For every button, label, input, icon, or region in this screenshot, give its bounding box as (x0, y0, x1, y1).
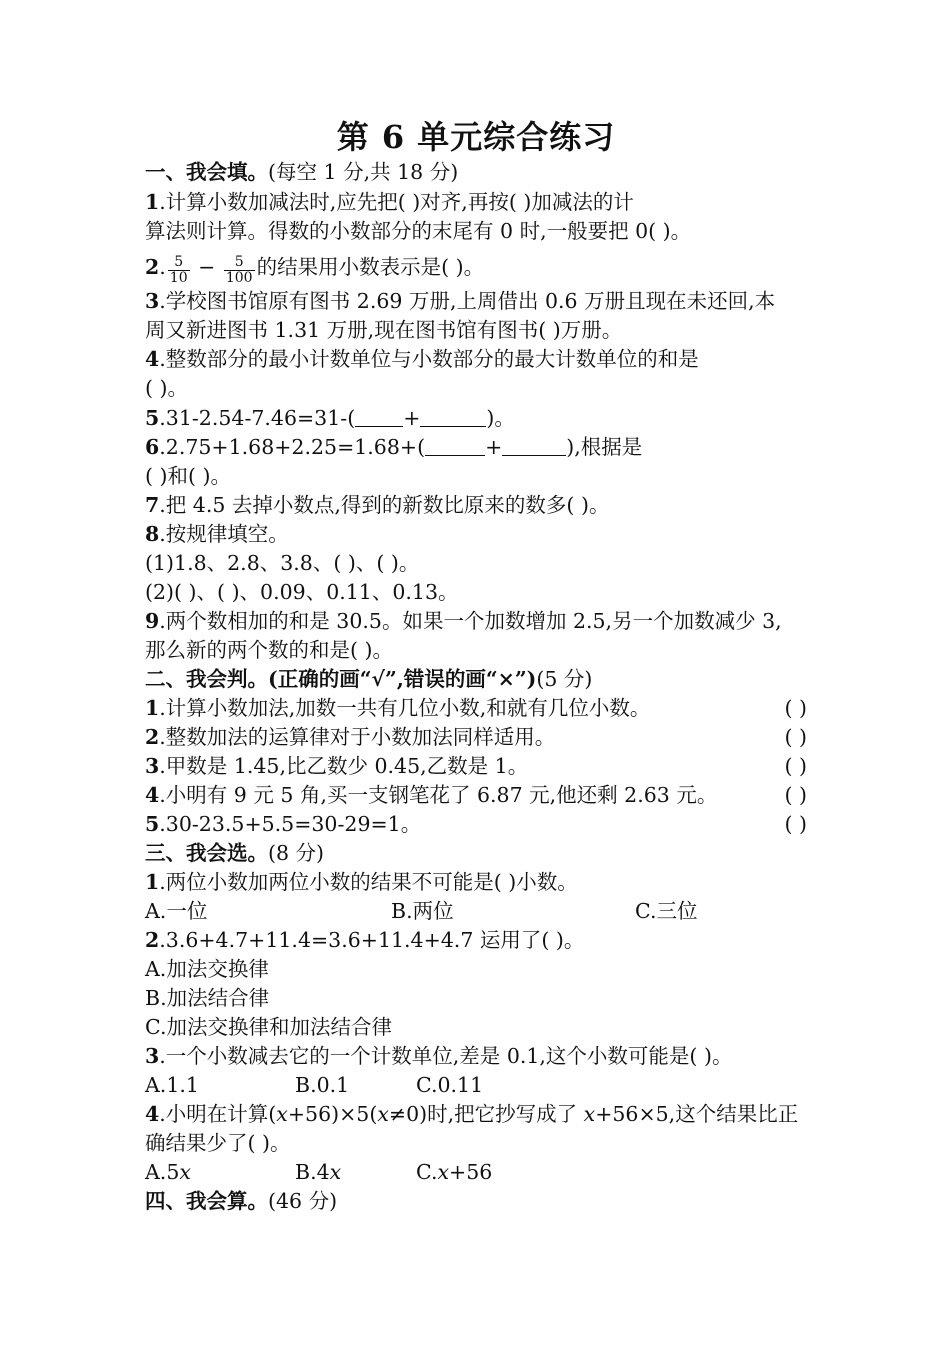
option-c[interactable]: C.加法交换律和加法结合律 (145, 1015, 392, 1039)
fill-q8-sub2: (2)( )、( )、0.09、0.11、0.13。 (145, 580, 459, 604)
choose-q3: 3.一个小数减去它的一个计数单位,差是 0.1,这个小数可能是( )。 (145, 1044, 733, 1068)
option-a[interactable]: A.一位 (145, 899, 208, 923)
option-b[interactable]: B.4x (295, 1160, 342, 1184)
answer-parentheses[interactable]: ( ) (784, 696, 807, 720)
option-a[interactable]: A.5x (145, 1160, 191, 1184)
option-c[interactable]: C.三位 (635, 899, 698, 923)
option-c[interactable]: C.0.11 (416, 1073, 484, 1097)
answer-blank[interactable] (425, 435, 485, 456)
section-heading-calculate: 四、我会算。(46 分) (145, 1189, 338, 1213)
section-heading-fill: 一、我会填。(每空 1 分,共 18 分) (145, 160, 459, 184)
fill-q2: 2. $\frac{5}{10}$ − $\frac{5}{100}$ 的结果用小数表示是( )。 (145, 254, 485, 287)
fill-q3-line2: 周又新进图书 1.31 万册,现在图书馆有图书( )万册。 (145, 318, 623, 342)
option-c[interactable]: C.x+56 (416, 1160, 493, 1184)
answer-parentheses[interactable]: ( ) (784, 812, 807, 836)
option-a[interactable]: A.加法交换律 (145, 957, 269, 981)
fill-q8: 8.按规律填空。 (145, 522, 289, 546)
section-heading-choose: 三、我会选。(8 分) (145, 841, 325, 865)
fill-q3-line1: 3.学校图书馆原有图书 2.69 万册,上周借出 0.6 万册且现在未还回,本 (145, 289, 776, 313)
choose-q2: 2.3.6+4.7+11.4=3.6+11.4+4.7 运用了( )。 (145, 928, 585, 952)
fill-q7: 7.把 4.5 去掉小数点,得到的新数比原来的数多( )。 (145, 493, 610, 517)
fill-q8-sub1: (1)1.8、2.8、3.8、( )、( )。 (145, 551, 420, 575)
judge-item-1: 1.计算小数加法,加数一共有几位小数,和就有几位小数。 ( ) (145, 694, 825, 723)
fill-q4-line2: ( )。 (145, 376, 189, 400)
fill-q9-line1: 9.两个数相加的和是 30.5。如果一个加数增加 2.5,另一个加数减少 3, (145, 609, 782, 633)
choose-q4-line2: 确结果少了( )。 (145, 1131, 291, 1155)
answer-blank[interactable] (355, 406, 403, 427)
judge-item-2: 2.整数加法的运算律对于小数加法同样适用。 ( ) (145, 723, 825, 752)
option-b[interactable]: B.加法结合律 (145, 986, 270, 1010)
answer-parentheses[interactable]: ( ) (784, 754, 807, 778)
fill-q5: 5.31-2.54-7.46=31-( + )。 (145, 406, 515, 430)
judge-item-5: 5.30-23.5+5.5=30-29=1。 ( ) (145, 810, 825, 839)
fill-q6-line1: 6.2.75+1.68+2.25=1.68+( + ),根据是 (145, 435, 643, 459)
fill-q1-line1: 1.计算小数加减法时,应先把( )对齐,再按( )加减法的计 (145, 190, 634, 214)
answer-blank[interactable] (502, 435, 566, 456)
option-b[interactable]: B.两位 (391, 899, 454, 923)
judge-item-3: 3.甲数是 1.45,比乙数少 0.45,乙数是 1。 ( ) (145, 752, 825, 781)
choose-q1: 1.两位小数加两位小数的结果不可能是( )小数。 (145, 870, 578, 894)
fill-q4-line1: 4.整数部分的最小计数单位与小数部分的最大计数单位的和是 (145, 347, 699, 371)
answer-blank[interactable] (420, 406, 486, 427)
answer-parentheses[interactable]: ( ) (784, 725, 807, 749)
answer-parentheses[interactable]: ( ) (784, 783, 807, 807)
choose-q4-line1: 4.小明在计算(x+56)×5(x≠0)时,把它抄写成了 x+56×5,这个结果比正 (145, 1102, 799, 1126)
option-b[interactable]: B.0.1 (295, 1073, 350, 1097)
judge-item-4: 4.小明有 9 元 5 角,买一支钢笔花了 6.87 元,他还剩 2.63 元。 ( ) (145, 781, 825, 810)
page-title: 第 6 单元综合练习 (336, 118, 616, 156)
fraction-5-100: $\frac{5}{100}$ (225, 254, 253, 287)
section-heading-judge: 二、我会判。(正确的画“√”,错误的画“×”)(5 分) (145, 667, 593, 691)
fill-q9-line2: 那么新的两个数的和是( )。 (145, 638, 394, 662)
fill-q6-line2: ( )和( )。 (145, 464, 232, 488)
fraction-5-10: $\frac{5}{10}$ (169, 254, 188, 287)
option-a[interactable]: A.1.1 (145, 1073, 199, 1097)
fill-q1-line2: 算法则计算。得数的小数部分的末尾有 0 时,一般要把 0( )。 (145, 219, 692, 243)
